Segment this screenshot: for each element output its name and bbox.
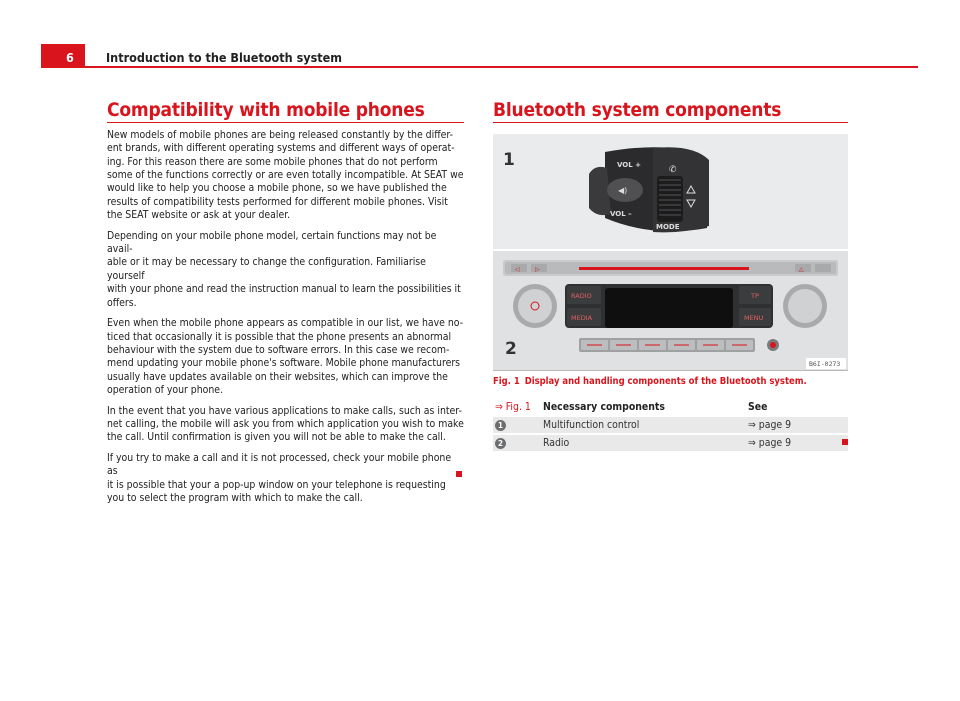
callout-2: 2: [505, 339, 517, 359]
stalk-label-mode: MODE: [656, 223, 680, 231]
table-cell-see-link[interactable]: ⇒ page 9: [746, 434, 848, 451]
figure-caption-text: Display and handling components of the Bluetooth system.: [524, 376, 807, 387]
media-button-label: MEDIA: [571, 314, 593, 322]
paragraph-3: Even when the mobile phone appears as compatible in our list, we have no- ticed that occasionally it is possible that the phone presents an abnormal behaviour with the system due to software errors. In this case we recom- mend updating your mobile phone's software. Mobile phone manufacturers usually have updates available on their websites, which can improve the operation of your phone.: [107, 317, 464, 396]
section-title-compatibility: Compatibility with mobile phones: [107, 99, 425, 121]
section-end-mark: [456, 471, 462, 477]
paragraph-4: In the event that you have various applications to make calls, such as inter- net calling, the mobile will ask you from which application you wish to make the call. Until confirmation is given you will not be able to make the call.: [107, 404, 464, 444]
paragraph-5: If you try to make a call and it is not processed, check your mobile phone as it is possible that your a pop-up window on your telephone is requesting you to select the program with which to make the call.: [107, 452, 452, 505]
tp-button-label: TP: [751, 292, 759, 300]
figure-caption: [493, 376, 807, 387]
callout-1: 1: [503, 150, 515, 170]
voice-icon: ◀): [618, 186, 628, 195]
page-number-box: [41, 44, 85, 68]
stalk-label-vol-minus: VOL –: [610, 210, 632, 218]
section-rule-left: [107, 122, 464, 123]
table-header-see: See: [748, 401, 768, 413]
table-row: [493, 434, 848, 451]
figure-code: B6I-0273: [809, 360, 841, 368]
table-row: [493, 416, 848, 434]
table-cell-num: [493, 434, 541, 451]
figure-caption-label: Fig. 1: [493, 376, 520, 387]
figure-bluetooth-components: [493, 134, 848, 371]
table-cell-num: [493, 416, 541, 434]
callout-badge-1: 1: [495, 420, 506, 431]
table-cell-see-link[interactable]: ⇒ page 9: [746, 416, 848, 434]
svg-text:△: △: [799, 266, 804, 273]
section-rule-right: [493, 122, 848, 123]
table-header-component: Necessary components: [543, 401, 665, 413]
header-rule: [85, 66, 918, 68]
figure-illustration: [493, 134, 848, 370]
radio-button-label: RADIO: [571, 292, 592, 300]
table-cell-component: Radio: [541, 434, 746, 451]
table-cell-component: Multifunction control: [541, 416, 746, 434]
components-table: [493, 399, 848, 451]
callout-badge-2: 2: [495, 438, 506, 449]
svg-text:▷: ▷: [535, 266, 540, 273]
paragraph-2: Depending on your mobile phone model, certain functions may not be avail- able or it may be necessary to change the configuration. Familiarise yourself with your phone and read the instruction manual to learn the possibilities it offers.: [107, 229, 461, 309]
phone-icon: ✆: [669, 165, 677, 175]
compatibility-body: [107, 129, 464, 513]
stalk-label-vol-plus: VOL +: [617, 161, 642, 169]
page-number: 6: [66, 50, 74, 65]
svg-text:◁: ◁: [515, 266, 520, 273]
chapter-title: Introduction to the Bluetooth system: [106, 50, 343, 65]
menu-button-label: MENU: [744, 314, 764, 322]
section-end-mark: [842, 439, 848, 445]
section-title-components: Bluetooth system components: [493, 99, 782, 121]
table-header-row: [493, 399, 848, 416]
paragraph-1: New models of mobile phones are being released constantly by the differ- ent brands, with different operating systems and different ways of operat- ing. For this reason there are some mobile phones that do not perform some of the functions correctly or are even totally incompatible. At SEAT we would like to help you choose a mobile phone, so we have published the results of compatibility tests performed for different mobile phones. Visit the SEAT website or ask at your dealer.: [107, 129, 464, 222]
table-header-ref[interactable]: ⇒ Fig. 1: [495, 401, 531, 413]
